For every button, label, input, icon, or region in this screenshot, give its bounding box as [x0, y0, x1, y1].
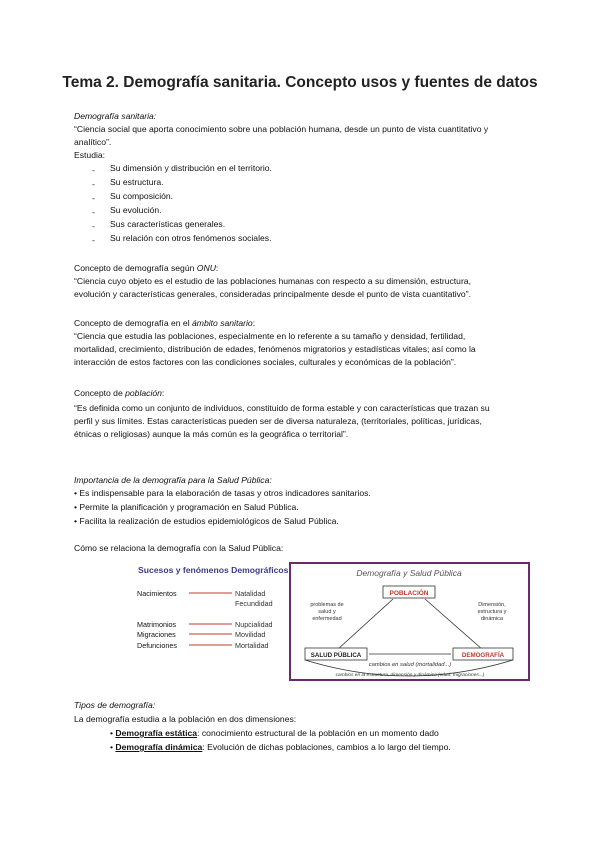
demografia-label: DEMOGRAFÍA: [461, 652, 505, 659]
def1-quote-line1: “Ciencia social que aporta conocimiento sobre una población humana, desde un punto de vista cuantitativo y: [74, 124, 489, 134]
left-side-text: problemas de: [310, 602, 344, 608]
list-item: Su composición.: [110, 191, 174, 201]
phenomenon-label: Natalidad: [235, 589, 266, 598]
tipos-heading: Tipos de demografía:: [74, 700, 156, 710]
phenomenon-label: Mortalidad: [235, 641, 269, 650]
def1-quote-line2: analítico”.: [74, 137, 112, 147]
poblacion-heading: Concepto de población:: [74, 388, 165, 398]
left-side-text: salud y: [318, 609, 336, 615]
onu-heading: Concepto de demografía según ONU:: [74, 263, 219, 273]
def1-heading: Demografía sanitaria:: [74, 111, 157, 121]
phenomenon-label: Fecundidad: [235, 599, 273, 608]
diagram-title: Demografía y Salud Pública: [356, 568, 462, 578]
tipos-intro: La demografía estudia a la población en dos dimensiones:: [74, 714, 297, 724]
tipos-item: • Demografía dinámica: Evolución de dichas poblaciones, cambios a lo largo del tiempo.: [110, 742, 451, 752]
relacion-heading: Cómo se relaciona la demografía con la Salud Pública:: [74, 543, 284, 553]
importancia-item: • Facilita la realización de estudios epidemiológicos de Salud Pública.: [74, 516, 339, 526]
studies-label: Estudia:: [74, 150, 106, 160]
importancia-heading: Importancia de la demografía para la Salud Pública:: [74, 475, 272, 485]
event-label: Matrimonios: [137, 620, 177, 629]
right-side-text: estructura y: [477, 609, 507, 615]
demography-public-health-diagram: [289, 562, 530, 682]
tipos-item: • Demografía estática: conocimiento estructural de la población en un momento dado: [110, 728, 439, 738]
demographic-events-figure-cont: [118, 655, 288, 685]
page-title: Tema 2. Demografía sanitaria. Concepto usos y fuentes de datos: [62, 74, 538, 91]
poblacion-line2: perfil y sus límites. Estas características pueden ser de diversa naturaleza, (territoriales, políticas, jurídicas,: [74, 416, 482, 426]
poblacion-line3: étnicas o religiosas) aunque la más común es la geográfica o territorial”.: [74, 429, 349, 439]
event-label: Nacimientos: [137, 589, 177, 598]
poblacion-label: POBLACIÓN: [389, 590, 429, 597]
bottom-curve-label: cambios en la estructura, dimensión y dinámica (edad, migraciones...): [335, 673, 485, 678]
list-item: Su evolución.: [110, 205, 162, 215]
importancia-item: • Es indispensable para la elaboración de tasas y otros indicadores sanitarios.: [74, 488, 371, 498]
phenomenon-label: Nupcialidad: [235, 620, 273, 629]
sanitario-heading: Concepto de demografía en el ámbito sanitario:: [74, 318, 256, 328]
demographic-events-figure: [118, 560, 288, 660]
poblacion-line1: “Es definida como un conjunto de individuos, constituido de forma estable y con características que trazan su: [74, 403, 490, 413]
list-item: Su relación con otros fenómenos sociales.: [110, 233, 272, 243]
phenomenon-label: Movilidad: [235, 630, 266, 639]
sanitario-line2: mortalidad, crecimiento, distribución de edades, fenómenos migratorios y estadísticas vitales; así como la: [74, 344, 476, 354]
list-item: Su dimensión y distribución en el territorio.: [110, 163, 272, 173]
onu-line2: evolución y características generales, consideradas principalmente desde el punto de vista cuantitativo”.: [74, 289, 471, 299]
onu-line1: “Ciencia cuyo objeto es el estudio de las poblaciones humanas con respecto a su dimensión, estructura,: [74, 276, 471, 286]
left-side-text: enfermedad: [312, 616, 342, 622]
bottom-arrow-label: cambios en salud (mortalidad...): [368, 662, 452, 668]
event-label: Migraciones: [137, 630, 176, 639]
list-item: Su estructura.: [110, 177, 164, 187]
connector-line-svg: [189, 628, 234, 640]
salud-publica-label: SALUD PÚBLICA: [310, 652, 362, 659]
event-label: Defunciones: [137, 641, 177, 650]
right-side-text: dinámica: [480, 616, 504, 622]
document-page: Tema 2. Demografía sanitaria. Concepto usos y fuentes de datos Demografía sanitaria: “Ciencia social que aporta conocimiento sobre una población humana, desde un punto de vista cuantitativo y analítico”. Estudia: - Su dimensión y distribución en el territorio. - Su estructura. - Su composición. - Su evolución. - Sus características generales. - Su relación con otros fenómenos sociales. Concepto de demografía según ONU: “Ciencia cuyo objeto es el estudio de las poblaciones humanas con respecto a su dimensión, estructura, evolución y características generales, consideradas principalmente desde el punto de vista cuantitativo”. Concepto de demografía en el ámbito sanitario: “Ciencia que estudia las poblaciones, especialmente en lo referente a su tamaño y densidad, fertilidad, mortalidad, crecimiento, distribución de edades, fenómenos migratorios y estadísticas vitales; así como la interacción de estos factores con las condiciones sociales, culturales y económicas de la población”. Concepto de población: “Es definida como un conjunto de individuos, constituido de forma estable y con características que trazan su perfil y sus límites. Estas características pueden ser de diversa naturaleza, (territoriales, políticas, jurídicas, étnicas o religiosas) aunque la más común es la geográfica o territorial”. Importancia de la demografía para la Salud Pública: • Es indispensable para la elaboración de tasas y otros indicadores sanitarios. • Permite la planificación y programación en Salud Pública. • Facilita la realización de estudios epidemiológicos de Salud Pública. Cómo se relaciona la demografía con la Salud Pública: Sucesos y fenómenos Demográficos Nacimientos Natalidad Fecundidad Matrimonios Nupcialidad Defunciones Mortalidad Migraciones Movilidad Demografía y Salud Pública POBLACIÓN problemas de salud y enfermedad Dimensión, estructura y dinámica SALUD PÚBLICA DEMOGRAFÍA cambios en salud (mortalidad...) cambios en la estructura, dimensión y dinámica (edad, migraciones...) Tipos de demografía: La demografía estudia a la población en dos dimensiones: • Demografía estática: conocimiento estructural de la población en un momento dado • Demografía dinámica: Evolución de dichas poblaciones, cambios a lo largo del tiempo.: [0, 0, 600, 848]
importancia-item: • Permite la planificación y programación en Salud Pública.: [74, 502, 299, 512]
sanitario-line1: “Ciencia que estudia las poblaciones, especialmente en lo referente a su tamaño y densidad, fertilidad,: [74, 331, 466, 341]
sanitario-line3: interacción de estos factores con las condiciones sociales, culturales y económicas de la población”.: [74, 357, 457, 367]
right-side-text: Dimensión,: [478, 602, 506, 608]
list-item: Sus características generales.: [110, 219, 226, 229]
figure-left-title: Sucesos y fenómenos Demográficos: [138, 565, 288, 575]
